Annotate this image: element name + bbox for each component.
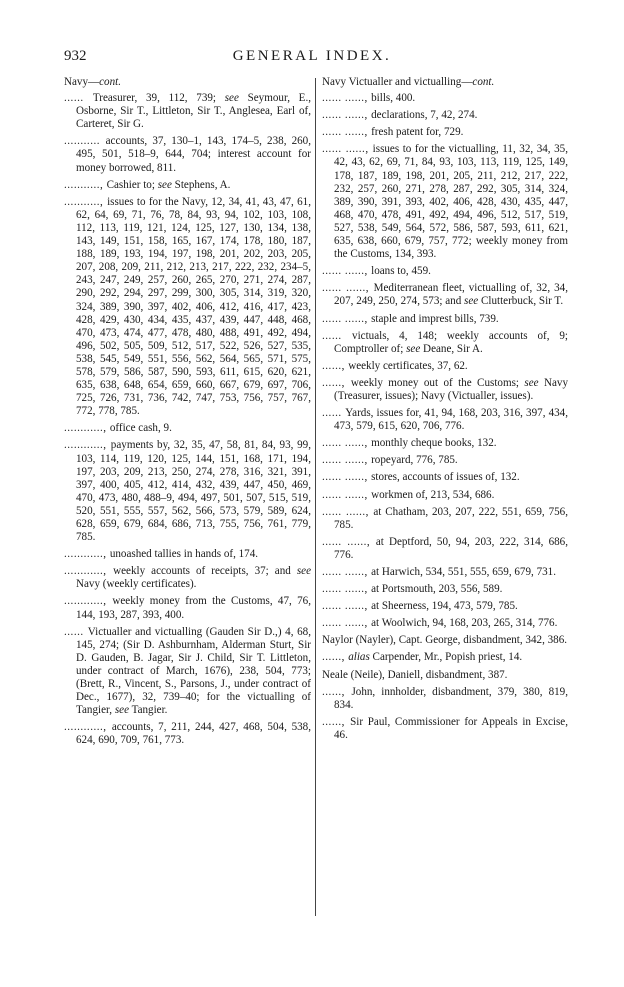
entry-leader: ...... ......, [322, 109, 372, 122]
index-entry [322, 634, 568, 647]
index-entry [64, 135, 311, 174]
entry-leader: ............, [64, 595, 113, 608]
entry-leader: ..........., [64, 178, 107, 191]
entry-leader: ...... ......, [322, 454, 372, 467]
entry-leader: ...... ......, [322, 265, 372, 278]
entry-leader: ............, [64, 439, 111, 452]
entry-leader: ..........., [64, 195, 108, 208]
index-entry [64, 439, 311, 544]
index-entry [322, 489, 568, 502]
index-entry [322, 143, 568, 261]
entry-text: issues to for the Navy, 12, 34, 41, 43, 47, 61, 62, 64, 69, 71, 76, 78, 84, 93, 94, 102, 103, 108, 112, 113, 119, 121, 124, 125, 127, 130, 134, 138, 143, 149, 151, 158, 165, 167, 174, 178, 180, 187, 188, 189, 193, 194, 197, 198, 201, 202, 203, 205, 207, 208, 209, 211, 212, 213, 217, 222, 232, 234–5, 243, 247, 249, 257, 260, 265, 270, 271, 274, 287, 290, 292, 294, 297, 299, 300, 305, 314, 319, 320, 324, 389, 390, 397, 402, 406, 412, 416, 417, 423, 428, 429, 430, 434, 435, 437, 439, 447, 448, 468, 470, 473, 474, 477, 478, 480, 488, 491, 492, 494, 496, 502, 505, 509, 512, 517, 522, 526, 527, 535, 538, 545, 549, 551, 556, 562, 564, 565, 571, 575, 578, 579, 586, 587, 590, 593, 611, 615, 620, 621, 635, 638, 648, 654, 659, 660, 667, 679, 697, 706, 725, 726, 731, 736, 742, 747, 753, 756, 757, 767, 772, 778, 785. [76, 195, 311, 418]
entry-leader: ...... ......, [322, 92, 372, 105]
entry-ref-target: Navy (Treasurer, issues); Navy (Victualler, issues). [334, 376, 568, 402]
entry-leader: ...... [322, 329, 353, 342]
entry-text: Yards, issues for, 41, 94, 168, 203, 316, 397, 434, 473, 579, 615, 620, 706, 776. [334, 407, 568, 433]
entry-leader: ......, [322, 376, 351, 389]
entry-leader: ...... ......, [322, 566, 372, 578]
entry-see-ref: see [224, 92, 239, 105]
index-entry [322, 377, 568, 403]
entry-text: Cashier to; [106, 178, 158, 191]
entry-see-ref: see [464, 295, 479, 308]
entry-text: at Chatham, 203, 207, 222, 551, 659, 756, 785. [334, 505, 568, 531]
index-entry [322, 360, 568, 373]
index-entry [64, 565, 311, 591]
entry-leader: ............, [64, 548, 110, 561]
entry-text: Neale (Neile), Daniell, disbandment, 387. [322, 668, 508, 681]
entry-leader: ......, [322, 359, 349, 372]
entry-ref-target: Clutterbuck, Sir T. [478, 295, 564, 308]
entry-text: at Deptford, 50, 94, 203, 222, 314, 686, 776. [334, 535, 568, 561]
index-entry [322, 536, 568, 562]
column-heading: Navy—cont. [64, 76, 121, 88]
index-entry [322, 651, 568, 664]
entry-text: weekly money out of the Customs; [350, 376, 525, 389]
entry-text: weekly certificates, 37, 62. [348, 359, 468, 372]
entry-text: weekly accounts of receipts, 37; and [113, 565, 297, 578]
entry-see-ref: alias [348, 651, 370, 664]
index-entry [64, 196, 311, 419]
entry-leader: ...... [64, 625, 88, 638]
entry-leader: ............, [64, 565, 114, 578]
entry-text: Victualler and victualling (Gauden Sir D.,) 4, 68, 145, 274; (Sir D. Ashburnham, Alderman Sturt, Sir D. Gauden, B. Jagar, Sir J. Child, Sir T. Littleton, under contract of March, 1676), 238, 504, 773; (Brett, R., Vincent, S., Parsons, J., under contract of Dec., 1677), 32, 739–40; for the victualling of Tangier, [76, 625, 311, 717]
index-entry [322, 313, 568, 326]
entry-text: bills, 400. [371, 92, 416, 105]
right-entries [322, 92, 568, 742]
entry-leader: ......, [322, 715, 351, 728]
entry-ref-target: Carpender, Mr., Popish priest, 14. [369, 651, 523, 664]
left-entries [64, 92, 311, 747]
index-entry [322, 566, 568, 579]
entry-leader: ...... ......, [322, 617, 372, 630]
index-entry [322, 109, 568, 122]
entry-text: Treasurer, 39, 112, 739; [92, 92, 225, 105]
left-column [64, 76, 311, 752]
entry-leader: ...... ......, [322, 437, 372, 450]
entry-text: at Sheerness, 194, 473, 579, 785. [371, 600, 518, 613]
entry-leader: ...... ......, [322, 126, 372, 139]
entry-see-ref: see [296, 565, 311, 578]
page-number: 932 [64, 48, 87, 64]
entry-text: at Woolwich, 94, 168, 203, 265, 314, 776. [371, 617, 558, 630]
index-entry [322, 454, 568, 467]
entry-leader: ...... ......, [322, 282, 374, 295]
entry-leader: ...... ......, [322, 143, 373, 156]
index-entry [322, 583, 568, 596]
entry-leader: ......, [322, 651, 349, 664]
index-entry [322, 92, 568, 105]
index-entry [322, 126, 568, 139]
entry-text: loans to, 459. [371, 265, 431, 278]
index-entry [64, 179, 311, 192]
index-entry [322, 330, 568, 356]
index-entry [322, 600, 568, 613]
index-entry [322, 265, 568, 278]
index-entry [64, 595, 311, 621]
index-entry [322, 407, 568, 433]
entry-see-ref: see [406, 342, 421, 355]
entry-text: office cash, 9. [109, 422, 172, 435]
column-rule [315, 78, 316, 916]
index-entry [322, 617, 568, 630]
entry-ref-target: Seymour, E., Osborne, Sir T., Littleton, Sir T., Anglesea, Earl of, Carteret, Sir G. [76, 92, 311, 131]
entry-text: Sir Paul, Commissioner for Appeals in Excise, 46. [334, 715, 569, 741]
entry-text: staple and imprest bills, 739. [371, 312, 499, 325]
entry-leader: ...... ......, [322, 600, 372, 613]
entry-ref-target: Deane, Sir A. [420, 342, 483, 355]
entry-text: issues to for the victualling, 11, 32, 34, 35, 42, 43, 62, 69, 71, 84, 93, 103, 113, 119, 125, 149, 178, 187, 189, 198, 201, 205, 211, 212, 217, 222, 232, 257, 260, 271, 278, 287, 292, 305, 314, 324, 389, 390, 391, 393, 402, 406, 428, 430, 435, 447, 468, 470, 478, 491, 492, 494, 496, 512, 517, 519, 527, 538, 549, 564, 572, 586, 587, 593, 611, 621, 635, 638, 660, 679, 757, 772; weekly money from the Customs, 134, 393. [334, 143, 568, 261]
entry-text: stores, accounts of issues of, 132. [371, 471, 520, 484]
entry-leader: ......, [322, 685, 352, 698]
running-title: GENERAL INDEX. [232, 48, 392, 64]
index-entry [64, 92, 311, 131]
entry-leader: ...... ......, [322, 535, 376, 548]
entry-leader: ...... ......, [322, 471, 372, 484]
index-entry [322, 716, 568, 742]
entry-leader: ...... [64, 92, 93, 105]
index-entry [322, 686, 568, 712]
entry-leader: ...... ......, [322, 488, 372, 501]
entry-text: payments by, 32, 35, 47, 58, 81, 84, 93, 99, 103, 114, 119, 120, 125, 144, 151, 168, 171, 194, 197, 203, 209, 213, 250, 274, 278, 316, 321, 391, 397, 400, 405, 412, 414, 432, 439, 447, 450, 469, 470, 473, 480, 488–9, 494, 497, 501, 507, 515, 519, 520, 551, 555, 557, 562, 566, 573, 579, 589, 624, 628, 659, 679, 684, 686, 713, 755, 756, 761, 779, 785. [76, 439, 312, 544]
heading-text: Navy [64, 76, 89, 88]
entry-text: victuals, 4, 148; weekly accounts of, 9; Comptroller of; [334, 329, 568, 355]
index-entry [322, 471, 568, 484]
entry-text: ropeyard, 776, 785. [371, 454, 458, 467]
entry-text: fresh patent for, 729. [371, 126, 464, 139]
index-entry [64, 721, 311, 747]
entry-text: accounts, 37, 130–1, 143, 174–5, 238, 260, 495, 501, 518–9, 644, 704; interest account for money borrowed, 811. [76, 135, 311, 174]
entry-leader: ...... [322, 407, 346, 420]
entry-text: Naylor (Nayler), Capt. George, disbandment, 342, 386. [322, 634, 568, 647]
entry-text: monthly cheque books, 132. [371, 437, 497, 450]
entry-text: John, innholder, disbandment, 379, 380, 819, 834. [334, 685, 569, 711]
column-heading: Navy Victualler and victualling—cont. [322, 76, 495, 88]
entry-leader: ...... ......, [322, 312, 372, 325]
entry-leader: ............, [64, 721, 112, 734]
entry-ref-target: Tangier. [129, 704, 168, 717]
entry-see-ref: see [157, 178, 172, 191]
entry-text: accounts, 7, 211, 244, 427, 468, 504, 538, 624, 690, 709, 761, 773. [76, 721, 311, 747]
entry-text: Mediterranean fleet, victualling of, 32, 34, 207, 249, 250, 274, 573; and [334, 282, 568, 308]
entry-text: at Harwich, 534, 551, 555, 659, 679, 731. [371, 566, 556, 578]
entry-text: at Portsmouth, 203, 556, 589. [371, 583, 503, 596]
heading-cont: cont. [472, 76, 495, 88]
entry-text: declarations, 7, 42, 274. [371, 109, 478, 122]
entry-see-ref: see [524, 376, 539, 389]
entry-ref-target: Navy (weekly certificates). [76, 578, 197, 591]
entry-see-ref: see [114, 704, 129, 717]
index-entry [322, 437, 568, 450]
index-entry [322, 669, 568, 682]
entry-ref-target: Stephens, A. [171, 178, 231, 191]
entry-text: workmen of, 213, 534, 686. [371, 488, 495, 501]
entry-leader: ............, [64, 422, 110, 435]
index-entry [322, 506, 568, 532]
entry-text: unoashed tallies in hands of, 174. [109, 548, 259, 561]
index-entry [64, 422, 311, 435]
index-entry [322, 282, 568, 308]
right-column [322, 76, 568, 746]
index-entry [64, 548, 311, 561]
heading-cont: cont. [99, 76, 121, 88]
entry-text: weekly money from the Customs, 47, 76, 144, 193, 287, 393, 400. [76, 595, 311, 621]
index-entry [64, 626, 311, 718]
entry-leader: ........... [64, 135, 106, 148]
entry-leader: ...... ......, [322, 505, 374, 518]
heading-text: Navy Victualler and victualling [322, 76, 462, 88]
entry-leader: ...... ......, [322, 583, 372, 596]
